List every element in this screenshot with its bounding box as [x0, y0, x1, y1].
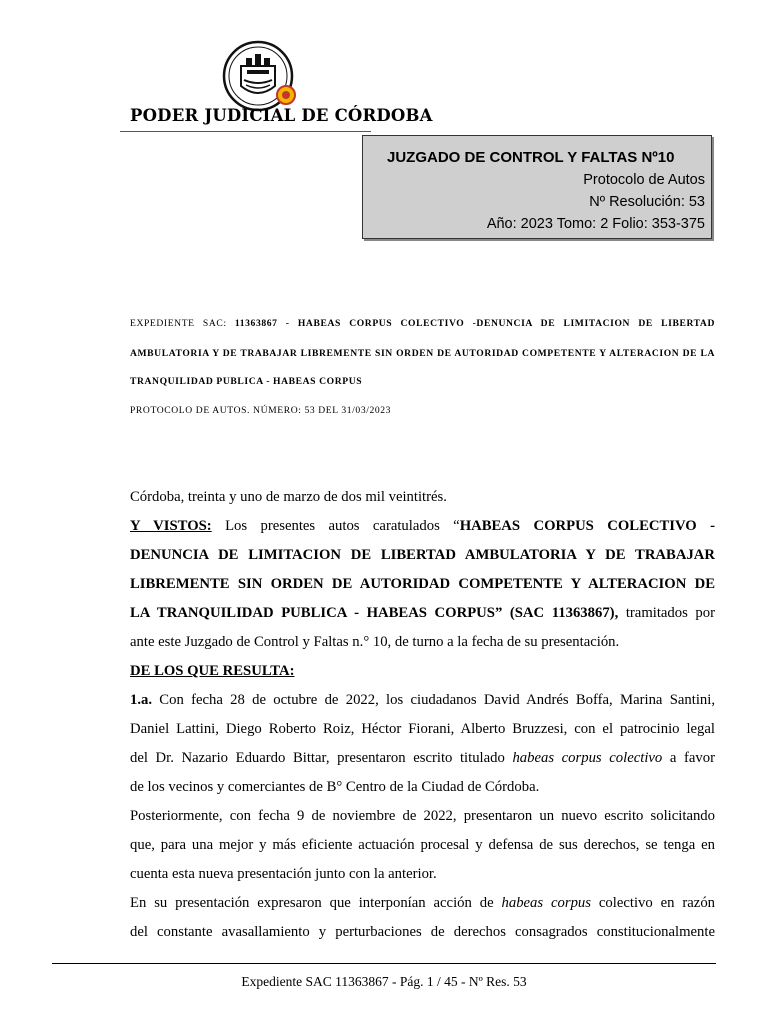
- institution-name: PODER JUDICIAL DE CÓRDOBA: [130, 106, 433, 125]
- protocolo-line: PROTOCOLO DE AUTOS. NÚMERO: 53 DEL 31/03/2023: [130, 405, 392, 416]
- paragraph-2-line-1: Posteriormente, con fecha 9 de noviembre de 2022, presentaron un nuevo escrito solicitando: [130, 808, 715, 824]
- paragraph-1-label: 1.a.: [130, 692, 153, 708]
- resulta-heading: DE LOS QUE RESULTA:: [130, 663, 295, 679]
- paragraph-3-line-1: En su presentación expresaron que interponían acción de habeas corpus colectivo en razón: [130, 895, 716, 911]
- expediente-line-3: [130, 376, 715, 387]
- paragraph-1-line-2: Daniel Lattini, Diego Roberto Roiz, Héctor Fiorani, Alberto Bruzzesi, con el patrocinio legal: [130, 721, 715, 737]
- expediente-title: 11363867 - HABEAS CORPUS COLECTIVO -DENUNCIA DE LIMITACION DE LIBERTAD: [234, 318, 715, 329]
- paragraph-1-line-1: 1.a. Con fecha 28 de octubre de 2022, los ciudadanos David Andrés Boffa, Marina Santini,: [130, 692, 715, 708]
- date-line: Córdoba, treinta y uno de marzo de dos mil veintitrés.: [130, 489, 447, 505]
- court-info-box: [362, 135, 712, 239]
- paragraph-1-line-3: del Dr. Nazario Eduardo Bittar, presentaron escrito titulado habeas corpus colectivo a favor: [130, 750, 715, 766]
- vistos-line-2: DENUNCIA DE LIMITACION DE LIBERTAD AMBULATORIA Y DE TRABAJAR: [130, 547, 715, 563]
- expediente-line-1: [130, 318, 715, 329]
- vistos-line-5: ante este Juzgado de Control y Faltas n.° 10, de turno a la fecha de su presentación.: [130, 634, 620, 650]
- document-body: [130, 483, 715, 947]
- page-footer: Expediente SAC 11363867 - Pág. 1 / 45 - Nº Res. 53: [241, 974, 527, 989]
- expediente-prefix: EXPEDIENTE SAC:: [130, 318, 235, 329]
- paragraph-2-line-2: que, para una mejor y más eficiente actuación procesal y defensa de sus derechos, se tenga en: [130, 837, 715, 853]
- vistos-line-3: LIBREMENTE SIN ORDEN DE AUTORIDAD COMPETENTE Y ALTERACION DE: [130, 576, 715, 592]
- expediente-title-cont: AMBULATORIA Y DE TRABAJAR LIBREMENTE SIN ORDEN DE AUTORIDAD COMPETENTE Y ALTERACION DE LA: [130, 348, 715, 359]
- resolution-number: Nº Resolución: 53: [589, 194, 705, 210]
- vistos-label: Y VISTOS:: [130, 518, 212, 534]
- vistos-line-1: Y VISTOS: Los presentes autos caratulados “HABEAS CORPUS COLECTIVO -: [130, 518, 715, 534]
- poder-judicial-seal-logo: [222, 40, 298, 116]
- paragraph-1-line-4: de los vecinos y comerciantes de B° Centro de la Ciudad de Córdoba.: [130, 779, 540, 795]
- brand-underline: [120, 131, 371, 132]
- vistos-line-4: LA TRANQUILIDAD PUBLICA - HABEAS CORPUS” (SAC 11363867), tramitados por: [130, 605, 716, 621]
- paragraph-2-line-3: cuenta esta nueva presentación junto con la anterior.: [130, 866, 437, 882]
- protocol-type: Protocolo de Autos: [583, 172, 705, 188]
- court-name: JUZGADO DE CONTROL Y FALTAS Nº10: [387, 149, 675, 166]
- paragraph-3-line-2: del constante avasallamiento y perturbaciones de derechos consagrados constitucionalmente: [130, 924, 715, 940]
- expediente-line-2: [130, 348, 715, 359]
- year-volume-folio: Año: 2023 Tomo: 2 Folio: 353-375: [486, 216, 705, 232]
- footer-rule: [52, 963, 716, 964]
- expediente-title-end: TRANQUILIDAD PUBLICA - HABEAS CORPUS: [130, 376, 363, 387]
